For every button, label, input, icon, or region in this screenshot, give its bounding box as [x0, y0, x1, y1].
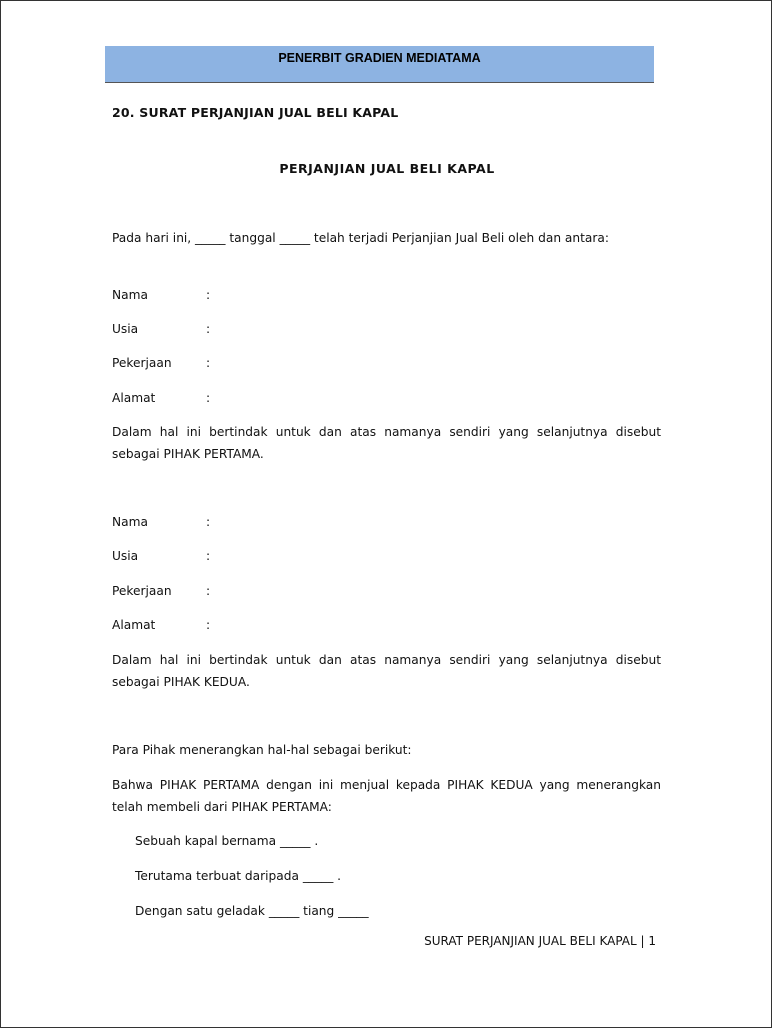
party2-statement: Dalam hal ini bertindak untuk dan atas namanya sendiri yang selanjutnya disebut sebagai PIHAK KEDUA.: [112, 653, 661, 689]
field-label: Pekerjaan: [112, 584, 172, 598]
party1-occupation-field: [112, 352, 210, 374]
field-label: Usia: [112, 322, 139, 336]
party2-name-field: [112, 511, 210, 533]
field-separator: :: [206, 515, 211, 529]
field-label: Alamat: [112, 618, 156, 632]
field-separator: :: [206, 356, 211, 370]
field-label: Pekerjaan: [112, 356, 172, 370]
field-label: Alamat: [112, 391, 156, 405]
page-footer: SURAT PERJANJIAN JUAL BELI KAPAL | 1: [424, 934, 656, 948]
field-label: Usia: [112, 549, 139, 563]
item-material: Terutama terbuat daripada _____ .: [135, 869, 342, 883]
party1-age-field: [112, 318, 210, 340]
party1-address-field: [112, 387, 210, 409]
section-title: 20. SURAT PERJANJIAN JUAL BELI KAPAL: [112, 105, 399, 120]
item-deck-mast: Dengan satu geladak _____ tiang _____: [135, 904, 369, 918]
party1-statement: Dalam hal ini bertindak untuk dan atas namanya sendiri yang selanjutnya disebut sebagai PIHAK PERTAMA.: [112, 425, 661, 461]
field-separator: :: [206, 584, 211, 598]
field-label: Nama: [112, 288, 148, 302]
field-separator: :: [206, 288, 211, 302]
party2-address-field: [112, 614, 210, 636]
publisher-title: PENERBIT GRADIEN MEDIATAMA: [278, 51, 481, 65]
header-banner: [105, 46, 654, 83]
party2-occupation-field: [112, 580, 210, 602]
field-separator: :: [206, 391, 211, 405]
field-separator: :: [206, 322, 211, 336]
item-ship-name: Sebuah kapal bernama _____ .: [135, 834, 319, 848]
field-separator: :: [206, 549, 211, 563]
explain-intro: Para Pihak menerangkan hal-hal sebagai berikut:: [112, 743, 412, 757]
field-label: Nama: [112, 515, 148, 529]
document-title: PERJANJIAN JUAL BELI KAPAL: [279, 161, 495, 176]
intro-paragraph: Pada hari ini, _____ tanggal _____ telah terjadi Perjanjian Jual Beli oleh dan antara:: [112, 231, 609, 245]
party2-age-field: [112, 545, 210, 567]
party1-name-field: [112, 284, 210, 306]
field-separator: :: [206, 618, 211, 632]
explain-paragraph: Bahwa PIHAK PERTAMA dengan ini menjual kepada PIHAK KEDUA yang menerangkan telah membeli dari PIHAK PERTAMA:: [112, 778, 661, 814]
